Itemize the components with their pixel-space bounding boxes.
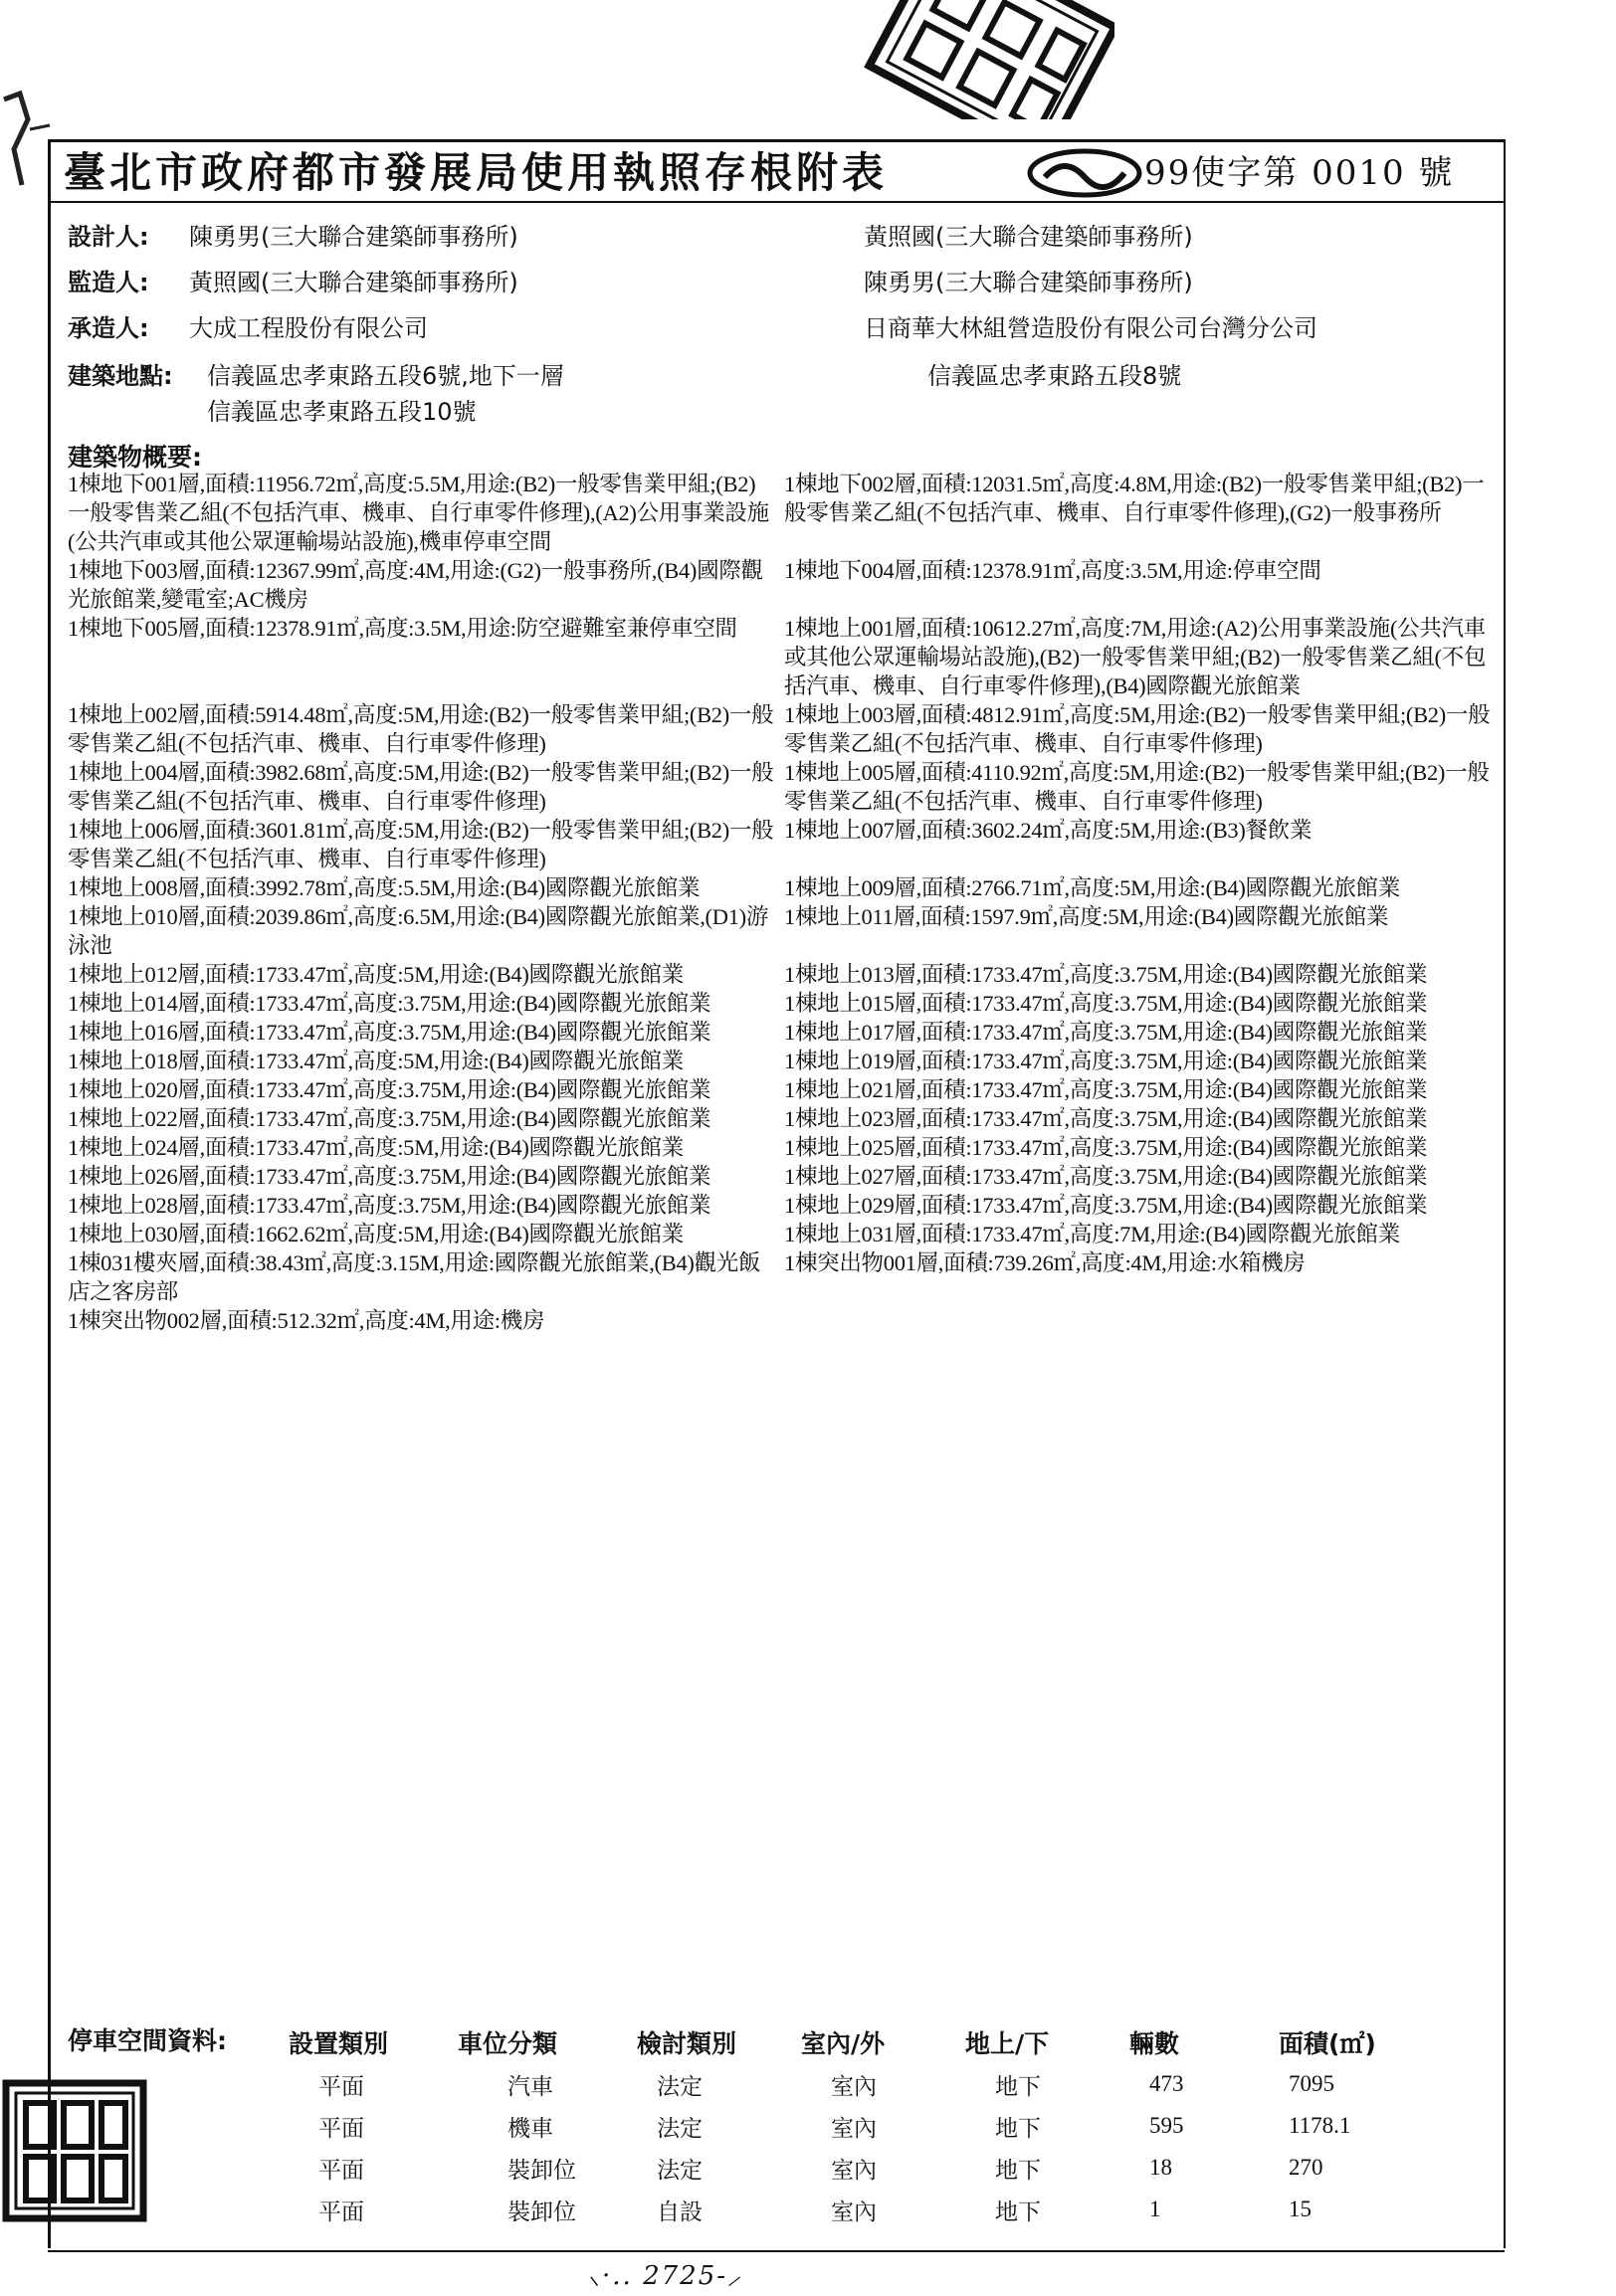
parking-cell: 18 bbox=[1149, 2155, 1172, 2180]
floor-entry: 1棟地上013層,面積:1733.47㎡,高度:3.75M,用途:(B4)國際觀光旅館業 bbox=[784, 962, 1428, 987]
parking-cell: 法定 bbox=[657, 2115, 703, 2141]
floor-entry: 1棟地上020層,面積:1733.47㎡,高度:3.75M,用途:(B4)國際觀光旅館業 bbox=[68, 1077, 711, 1102]
floor-entry: 1棟地下002層,面積:12031.5㎡,高度:4.8M,用途:(B2)一般零售業甲組;(B2)一般零售業乙組(不包括汽車、機車、自行車零件修理),(G2)一般事務所 bbox=[784, 472, 1485, 525]
floor-entry: 1棟地上016層,面積:1733.47㎡,高度:3.75M,用途:(B4)國際觀光旅館業 bbox=[68, 1020, 711, 1045]
floor-entry: 1棟地上001層,面積:10612.27㎡,高度:7M,用途:(A2)公用事業設施(公共汽車或其他公眾運輸場站設施),(B2)一般零售業甲組;(B2)一般零售業乙組(不包括汽車、機車、自行車零件修理),(B4)國際觀光旅館業 bbox=[784, 616, 1487, 698]
location-row bbox=[68, 360, 564, 392]
floor-entry: 1棟地上003層,面積:4812.91㎡,高度:5M,用途:(B2)一般零售業甲組;(B2)一般零售業乙組(不包括汽車、機車、自行車零件修理) bbox=[784, 702, 1491, 756]
floor-entry: 1棟031樓夾層,面積:38.43㎡,高度:3.15M,用途:國際觀光旅館業,(B4)觀光飯店之客房部 bbox=[68, 1250, 761, 1304]
floor-entry: 1棟地上029層,面積:1733.47㎡,高度:3.75M,用途:(B4)國際觀光旅館業 bbox=[784, 1193, 1428, 1218]
floor-entry: 1棟地上025層,面積:1733.47㎡,高度:3.75M,用途:(B4)國際觀光旅館業 bbox=[784, 1135, 1428, 1160]
contractor-label: 承造人: bbox=[68, 314, 149, 342]
parking-cell: 法定 bbox=[657, 2157, 703, 2183]
parking-cell: 7095 bbox=[1289, 2071, 1334, 2096]
designer-left: 陳勇男(三大聯合建築師事務所) bbox=[189, 223, 518, 251]
floor-entry: 1棟地上024層,面積:1733.47㎡,高度:5M,用途:(B4)國際觀光旅館業 bbox=[68, 1135, 684, 1160]
contractor-right: 日商華大林組營造股份有限公司台灣分公司 bbox=[864, 314, 1317, 342]
page-number bbox=[587, 2256, 742, 2292]
floor-entry: 1棟地上002層,面積:5914.48㎡,高度:5M,用途:(B2)一般零售業甲組;(B2)一般零售業乙組(不包括汽車、機車、自行車零件修理) bbox=[68, 702, 774, 756]
parking-cell: 地下 bbox=[995, 2199, 1041, 2224]
parking-cell: 自設 bbox=[657, 2199, 703, 2224]
floor-entry: 1棟地上021層,面積:1733.47㎡,高度:3.75M,用途:(B4)國際觀光旅館業 bbox=[784, 1077, 1428, 1102]
parking-cell: 平面 bbox=[318, 2115, 364, 2141]
parking-cell: 473 bbox=[1149, 2071, 1184, 2096]
floor-entry: 1棟地下005層,面積:12378.91㎡,高度:3.5M,用途:防空避難室兼停車空間 bbox=[68, 616, 737, 641]
official-seal-top bbox=[856, 0, 1114, 119]
page-number-left-mark: ⸜·.. bbox=[587, 2261, 644, 2291]
parking-cell: 汽車 bbox=[507, 2073, 553, 2099]
floor-entry: 1棟地上004層,面積:3982.68㎡,高度:5M,用途:(B2)一般零售業甲組;(B2)一般零售業乙組(不包括汽車、機車、自行車零件修理) bbox=[68, 760, 774, 814]
supervisor-row bbox=[68, 267, 518, 298]
floor-entry: 1棟地上026層,面積:1733.47㎡,高度:3.75M,用途:(B4)國際觀光旅館業 bbox=[68, 1164, 711, 1189]
parking-header-cell: 設置類別 bbox=[289, 2029, 389, 2058]
floor-entry: 1棟地上005層,面積:4110.92㎡,高度:5M,用途:(B2)一般零售業甲組;(B2)一般零售業乙組(不包括汽車、機車、自行車零件修理) bbox=[784, 760, 1490, 814]
floor-entry: 1棟地上027層,面積:1733.47㎡,高度:3.75M,用途:(B4)國際觀光旅館業 bbox=[784, 1164, 1428, 1189]
floor-entry: 1棟地上018層,面積:1733.47㎡,高度:5M,用途:(B4)國際觀光旅館業 bbox=[68, 1049, 684, 1073]
parking-cell: 平面 bbox=[318, 2073, 364, 2099]
floor-list bbox=[68, 470, 1501, 1335]
page-number-right-mark: -⸝ bbox=[716, 2261, 743, 2291]
floor-entry: 1棟地上028層,面積:1733.47㎡,高度:3.75M,用途:(B4)國際觀光旅館業 bbox=[68, 1193, 711, 1218]
parking-row bbox=[289, 2147, 1403, 2189]
designer-right: 黃照國(三大聯合建築師事務所) bbox=[864, 223, 1193, 251]
parking-header-cell: 室內/外 bbox=[801, 2029, 886, 2058]
bottom-rule bbox=[48, 2250, 1505, 2252]
floor-entry: 1棟地下001層,面積:11956.72㎡,高度:5.5M,用途:(B2)一般零售業甲組;(B2)一般零售業乙組(不包括汽車、機車、自行車零件修理),(A2)公用事業設施(公共汽車或其他公眾運輸場站設施),機車停車空間 bbox=[68, 472, 769, 554]
parking-cell: 室內 bbox=[831, 2199, 877, 2224]
floor-entry: 1棟地上006層,面積:3601.81㎡,高度:5M,用途:(B2)一般零售業甲組;(B2)一般零售業乙組(不包括汽車、機車、自行車零件修理) bbox=[68, 818, 774, 871]
parking-row bbox=[289, 2189, 1403, 2230]
parking-table bbox=[289, 2021, 1403, 2230]
floor-entry: 1棟地上023層,面積:1733.47㎡,高度:3.75M,用途:(B4)國際觀光旅館業 bbox=[784, 1106, 1428, 1131]
parking-cell: 機車 bbox=[507, 2115, 553, 2141]
parking-cell: 15 bbox=[1289, 2197, 1312, 2221]
floor-entry: 1棟地上014層,面積:1733.47㎡,高度:3.75M,用途:(B4)國際觀光旅館業 bbox=[68, 991, 711, 1016]
parking-cell: 1 bbox=[1149, 2197, 1161, 2221]
parking-cell: 1178.1 bbox=[1289, 2113, 1351, 2138]
floor-entry: 1棟地上010層,面積:2039.86㎡,高度:6.5M,用途:(B4)國際觀光旅館業,(D1)游泳池 bbox=[68, 904, 769, 958]
designer-row bbox=[68, 221, 518, 253]
parking-cell: 地下 bbox=[995, 2115, 1041, 2141]
parking-cell: 平面 bbox=[318, 2199, 364, 2224]
floor-entry: 1棟地上011層,面積:1597.9㎡,高度:5M,用途:(B4)國際觀光旅館業 bbox=[784, 904, 1389, 929]
parking-cell: 法定 bbox=[657, 2073, 703, 2099]
page-number-value: 2725 bbox=[643, 2261, 717, 2291]
floor-entry bbox=[784, 1306, 1501, 1335]
parking-header-cell: 地上/下 bbox=[965, 2029, 1050, 2058]
title-rule bbox=[48, 201, 1505, 203]
parking-label: 停車空間資料: bbox=[68, 2026, 227, 2055]
floor-entry: 1棟地上022層,面積:1733.47㎡,高度:3.75M,用途:(B4)國際觀光旅館業 bbox=[68, 1106, 711, 1131]
floor-entry: 1棟地上019層,面積:1733.47㎡,高度:3.75M,用途:(B4)國際觀光旅館業 bbox=[784, 1049, 1428, 1073]
top-rule bbox=[48, 139, 1505, 142]
designer-label: 設計人: bbox=[68, 223, 149, 251]
parking-cell: 地下 bbox=[995, 2073, 1041, 2099]
contractor-left: 大成工程股份有限公司 bbox=[189, 314, 428, 342]
floor-entry: 1棟地上030層,面積:1662.62㎡,高度:5M,用途:(B4)國際觀光旅館業 bbox=[68, 1222, 684, 1246]
parking-header-cell: 面積(㎡) bbox=[1279, 2029, 1376, 2058]
parking-cell: 室內 bbox=[831, 2073, 877, 2099]
permit-number: 99使字第 0010 號 bbox=[1144, 153, 1455, 193]
parking-header-cell: 輛數 bbox=[1129, 2029, 1180, 2058]
parking-header-cell: 車位分類 bbox=[458, 2029, 558, 2058]
floor-entry: 1棟地上009層,面積:2766.71㎡,高度:5M,用途:(B4)國際觀光旅館業 bbox=[784, 875, 1400, 900]
floor-entry: 1棟地下004層,面積:12378.91㎡,高度:3.5M,用途:停車空間 bbox=[784, 558, 1321, 583]
parking-cell: 室內 bbox=[831, 2157, 877, 2183]
parking-row bbox=[289, 2105, 1403, 2147]
location-line1: 信義區忠孝東路五段6號,地下一層 bbox=[207, 362, 564, 390]
floor-entry: 1棟地上017層,面積:1733.47㎡,高度:3.75M,用途:(B4)國際觀光旅館業 bbox=[784, 1020, 1428, 1045]
supervisor-right: 陳勇男(三大聯合建築師事務所) bbox=[864, 269, 1193, 296]
parking-cell: 室內 bbox=[831, 2115, 877, 2141]
parking-cell: 裝卸位 bbox=[507, 2157, 576, 2183]
location-label: 建築地點: bbox=[68, 362, 173, 390]
floor-entry: 1棟地下003層,面積:12367.99㎡,高度:4M,用途:(G2)一般事務所,(B4)國際觀光旅館業,變電室;AC機房 bbox=[68, 558, 763, 612]
parking-header-cell: 檢討類別 bbox=[637, 2029, 737, 2058]
parking-row bbox=[289, 2063, 1403, 2105]
floor-entry: 1棟地上015層,面積:1733.47㎡,高度:3.75M,用途:(B4)國際觀光旅館業 bbox=[784, 991, 1428, 1016]
floor-entry: 1棟地上012層,面積:1733.47㎡,高度:5M,用途:(B4)國際觀光旅館業 bbox=[68, 962, 684, 987]
location-right: 信義區忠孝東路五段8號 bbox=[927, 362, 1182, 390]
floor-entry: 1棟地上008層,面積:3992.78㎡,高度:5.5M,用途:(B4)國際觀光旅館業 bbox=[68, 875, 701, 900]
location-line2: 信義區忠孝東路五段10號 bbox=[207, 398, 477, 426]
parking-cell: 地下 bbox=[995, 2157, 1041, 2183]
floor-entry: 1棟地上031層,面積:1733.47㎡,高度:7M,用途:(B4)國際觀光旅館業 bbox=[784, 1222, 1400, 1246]
contractor-row bbox=[68, 312, 428, 344]
parking-header-row bbox=[289, 2021, 1403, 2063]
parking-cell: 270 bbox=[1289, 2155, 1323, 2180]
supervisor-label: 監造人: bbox=[68, 269, 149, 296]
parking-cell: 595 bbox=[1149, 2113, 1184, 2138]
floor-entry: 1棟突出物002層,面積:512.32㎡,高度:4M,用途:機房 bbox=[68, 1308, 545, 1333]
floor-entry: 1棟地上007層,面積:3602.24㎡,高度:5M,用途:(B3)餐飲業 bbox=[784, 818, 1313, 843]
parking-cell: 平面 bbox=[318, 2157, 364, 2183]
supervisor-left: 黃照國(三大聯合建築師事務所) bbox=[189, 269, 518, 296]
floor-entry: 1棟突出物001層,面積:739.26㎡,高度:4M,用途:水箱機房 bbox=[784, 1250, 1306, 1275]
summary-label: 建築物概要: bbox=[68, 443, 202, 472]
parking-cell: 裝卸位 bbox=[507, 2199, 576, 2224]
document-title: 臺北市政府都市發展局使用執照存根附表 bbox=[64, 148, 889, 197]
